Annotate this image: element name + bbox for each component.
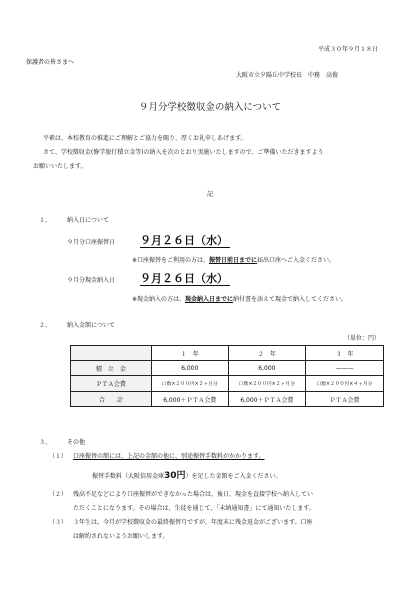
cash-date-wrapper bbox=[140, 270, 230, 286]
dues-table bbox=[70, 345, 384, 407]
transfer-note-suffix: 届出口座へご入金ください。 bbox=[257, 257, 336, 264]
cell-savings-grade-2: 6,000 bbox=[228, 361, 305, 376]
section-1-number: １、 bbox=[39, 217, 52, 224]
sender: 大阪市立夕陽丘中学校長 中務 高俊 bbox=[236, 72, 339, 79]
item-3-line-1: ３年生は、今月が学校徴収金の最終振替月ですが、年度末に残金返金がございます。口座 bbox=[73, 519, 313, 526]
table-header-grade-3: ３ 年 bbox=[305, 346, 383, 361]
transfer-date-label: ９月分口座振替日 bbox=[67, 239, 116, 246]
item-1-number: （１） bbox=[49, 453, 68, 460]
item-3-line-2: は解約されないようお願いします。 bbox=[73, 533, 169, 540]
cell-pta-grade-1: 口数×２００円×２ヶ月分 bbox=[151, 376, 228, 392]
cash-note-prefix: ※現金納入の方は、 bbox=[132, 296, 186, 303]
row-label-pta: ＰＴＡ会費 bbox=[71, 376, 152, 392]
table-header-grade-1: １ 年 bbox=[151, 346, 228, 361]
table-header-blank bbox=[71, 346, 152, 361]
section-2-number: ２、 bbox=[39, 322, 52, 329]
document-title: ９月分学校徴収金の納入について bbox=[138, 102, 282, 113]
item-2-number: （２） bbox=[49, 491, 68, 498]
row-label-total: 合 計 bbox=[71, 392, 152, 407]
row-label-savings: 積 立 金 bbox=[71, 361, 152, 376]
section-3-heading: その他 bbox=[67, 439, 86, 446]
intro-line-2: さて、学校徴収金(修学旅行積立金等)の納入を次のとおり実施いたしますので、ご準備いただきますよう bbox=[43, 149, 324, 156]
cell-total-grade-2: 6,000＋ＰＴＡ会費 bbox=[228, 392, 305, 407]
cell-pta-grade-2: 口数×２００円×２ヶ月分 bbox=[228, 376, 305, 392]
item-2-line-1: 残高不足などにより口座振替ができなかった場合は、後日、現金を直接学校へ納入してい bbox=[73, 491, 314, 498]
cash-note-suffix: 納付書を添えて現金で納入してください。 bbox=[233, 296, 348, 303]
section-3-number: ３、 bbox=[39, 439, 52, 446]
transfer-note-deadline: 振替日前日までに bbox=[209, 257, 258, 264]
cell-savings-grade-1: 6,000 bbox=[151, 361, 228, 376]
item-2-line-2: ただくことになります。その場合は、生徒を通じて、「未納通知書」にて通知いたします。 bbox=[73, 505, 315, 512]
cash-note-deadline: 現金納入日までに bbox=[185, 296, 234, 303]
ki-mark: 記 bbox=[206, 191, 213, 198]
item-1-text: 口座振替の額には、上記の金額の他に、別途振替手数料がかかります。 bbox=[73, 453, 265, 460]
intro-line-1: 平素は、本校教育の推進にご理解とご協力を賜り、厚くお礼申しあげます。 bbox=[43, 135, 247, 142]
recipient: 保護者の皆さまへ bbox=[26, 59, 75, 66]
unit-label: （単位：円） bbox=[344, 335, 381, 342]
transfer-note bbox=[132, 255, 335, 264]
cash-note bbox=[132, 294, 347, 303]
table-header-grade-2: ２ 年 bbox=[228, 346, 305, 361]
cash-date-label: ９月分現金納入日 bbox=[67, 277, 116, 284]
transfer-note-prefix: ※口座振替をご利用の方は、 bbox=[132, 257, 210, 264]
table-row-pta bbox=[71, 376, 384, 392]
item-3-number: （３） bbox=[49, 519, 68, 526]
cell-total-grade-3: ＰＴＡ会費 bbox=[305, 392, 383, 407]
transfer-date-wrapper bbox=[140, 232, 230, 248]
document-date: 平成３０年９月１８日 bbox=[318, 46, 379, 53]
fee-amount: 30円 bbox=[164, 471, 186, 481]
cell-pta-grade-3: 口数×２００円×４ヶ月分 bbox=[305, 376, 383, 392]
cash-date: ９月２６日（水） bbox=[140, 272, 228, 285]
fee-prefix: 振替手数料（大阪信用金庫 bbox=[92, 473, 165, 480]
item-1-fee bbox=[92, 468, 282, 481]
section-2-heading: 納入金額について bbox=[67, 322, 115, 329]
section-1-heading: 納入日について bbox=[67, 217, 109, 224]
fee-suffix: ）を足した金額をご入金ください。 bbox=[185, 473, 282, 480]
cell-savings-grade-3: ——— bbox=[305, 361, 383, 376]
intro-line-3: お願いいたします。 bbox=[33, 163, 87, 170]
table-row-total bbox=[71, 392, 384, 407]
table-row-savings bbox=[71, 361, 384, 376]
table-header-row bbox=[71, 346, 384, 361]
cell-total-grade-1: 6,000＋ＰＴＡ会費 bbox=[151, 392, 228, 407]
transfer-date: ９月２６日（水） bbox=[140, 234, 228, 247]
